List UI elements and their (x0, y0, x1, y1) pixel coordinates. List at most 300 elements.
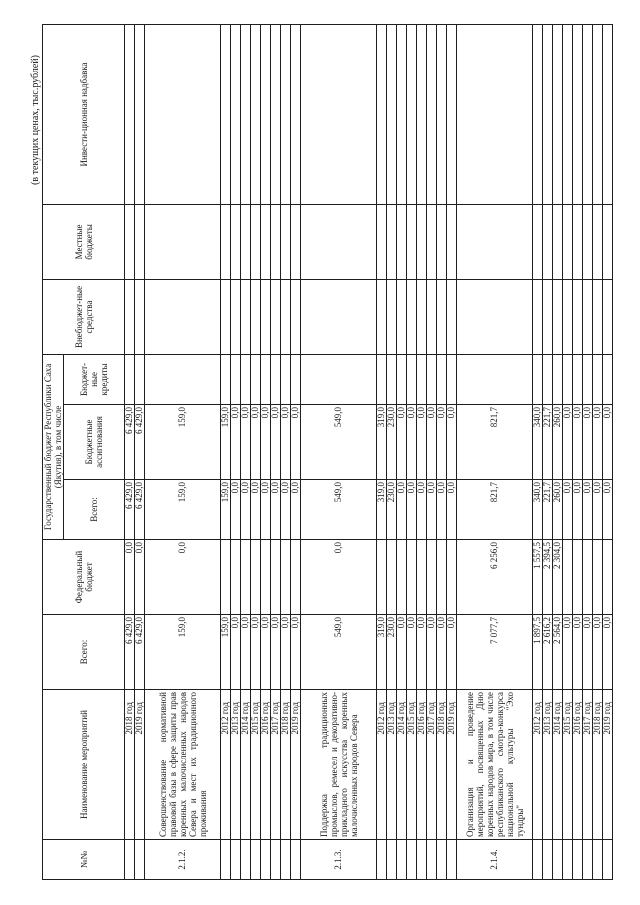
cell-offbudget (251, 279, 261, 354)
cell-invest (145, 24, 221, 204)
cell-offbudget (231, 279, 241, 354)
cell-local (553, 204, 563, 279)
cell-federal: 2 304,0 (553, 540, 563, 615)
cell-state-assign: 0,0 (291, 405, 301, 480)
table-row (407, 24, 417, 879)
cell-invest (437, 24, 447, 204)
cell-num (573, 840, 583, 880)
cell-state-credit (437, 354, 447, 404)
cell-offbudget (291, 279, 301, 354)
table-row (135, 24, 145, 879)
units-caption: (в текущих ценах, тыс.рублей) (30, 55, 41, 185)
cell-state-credit (125, 354, 135, 404)
cell-state-credit (221, 354, 231, 404)
cell-federal (251, 540, 261, 615)
table-row (261, 24, 271, 879)
header-state-budget: Государственный бюджет Республики Саха (Якутия), в том числе (43, 354, 64, 539)
cell-num (251, 840, 261, 880)
cell-num (593, 840, 603, 880)
cell-state-credit (553, 354, 563, 404)
cell-federal (261, 540, 271, 615)
cell-state-total: 0,0 (251, 480, 261, 540)
header-offbudget: Внебюджет-ные средства (43, 279, 125, 354)
cell-state-credit (377, 354, 387, 404)
cell-state-assign: 6 429,0 (135, 405, 145, 480)
cell-state-credit (387, 354, 397, 404)
cell-state-total: 340,0 (533, 480, 543, 540)
table-row (377, 24, 387, 879)
cell-total: 0,0 (251, 615, 261, 690)
table-row (271, 24, 281, 879)
cell-total: 0,0 (407, 615, 417, 690)
header-name: Наименование мероприятий (43, 690, 125, 840)
cell-name: 2015 год (251, 690, 261, 840)
cell-state-total: 6 429,0 (135, 480, 145, 540)
cell-federal (231, 540, 241, 615)
cell-invest (407, 24, 417, 204)
cell-state-assign: 159,0 (145, 405, 221, 480)
cell-num (387, 840, 397, 880)
cell-state-total: 0,0 (407, 480, 417, 540)
cell-name: 2018 год (593, 690, 603, 840)
cell-federal (447, 540, 457, 615)
cell-invest (427, 24, 437, 204)
cell-num (437, 840, 447, 880)
cell-name: 2018 год (281, 690, 291, 840)
cell-state-credit (407, 354, 417, 404)
cell-state-assign: 260,0 (553, 405, 563, 480)
cell-local (447, 204, 457, 279)
cell-state-credit (241, 354, 251, 404)
cell-offbudget (457, 279, 533, 354)
cell-num (553, 840, 563, 880)
cell-num (281, 840, 291, 880)
table-row (251, 24, 261, 879)
cell-name: 2014 год (241, 690, 251, 840)
table-row (427, 24, 437, 879)
cell-state-total: 0,0 (397, 480, 407, 540)
cell-state-assign: 549,0 (301, 405, 377, 480)
cell-local (573, 204, 583, 279)
cell-name: 2012 год (377, 690, 387, 840)
cell-state-assign: 340,0 (533, 405, 543, 480)
cell-name: 2017 год (583, 690, 593, 840)
cell-local (427, 204, 437, 279)
cell-federal: 0,0 (135, 540, 145, 615)
header-invest: Инвести-ционная надбавка (43, 24, 125, 204)
cell-state-total: 260,0 (553, 480, 563, 540)
activity-row (301, 24, 377, 879)
cell-total: 7 077,7 (457, 615, 533, 690)
header-local: Местные бюджеты (43, 204, 125, 279)
cell-name: 2017 год (271, 690, 281, 840)
cell-total: 0,0 (397, 615, 407, 690)
cell-total: 0,0 (563, 615, 573, 690)
cell-state-credit (301, 354, 377, 404)
cell-federal (377, 540, 387, 615)
cell-offbudget (573, 279, 583, 354)
cell-name: 2012 год (221, 690, 231, 840)
cell-total: 0,0 (427, 615, 437, 690)
table-row (447, 24, 457, 879)
cell-total: 6 429,0 (135, 615, 145, 690)
cell-total: 6 429,0 (125, 615, 135, 690)
cell-state-total: 0,0 (593, 480, 603, 540)
table-row (563, 24, 573, 879)
cell-federal (407, 540, 417, 615)
cell-local (457, 204, 533, 279)
cell-total: 549,0 (301, 615, 377, 690)
cell-state-assign: 0,0 (251, 405, 261, 480)
cell-state-assign: 0,0 (573, 405, 583, 480)
cell-state-total: 0,0 (231, 480, 241, 540)
cell-invest (221, 24, 231, 204)
cell-total: 0,0 (417, 615, 427, 690)
cell-num: 2.1.3. (301, 840, 377, 880)
rotated-page (28, 25, 628, 880)
cell-name: 2014 год (553, 690, 563, 840)
cell-num: 2.1.4. (457, 840, 533, 880)
cell-offbudget (281, 279, 291, 354)
cell-state-assign: 221,7 (543, 405, 553, 480)
cell-invest (231, 24, 241, 204)
cell-offbudget (553, 279, 563, 354)
cell-federal (291, 540, 301, 615)
cell-invest (563, 24, 573, 204)
cell-total: 159,0 (221, 615, 231, 690)
cell-state-credit (533, 354, 543, 404)
cell-local (387, 204, 397, 279)
cell-state-assign: 6 429,0 (125, 405, 135, 480)
cell-total: 0,0 (291, 615, 301, 690)
cell-num (231, 840, 241, 880)
cell-state-assign: 230,0 (387, 405, 397, 480)
cell-local (407, 204, 417, 279)
cell-state-total: 0,0 (271, 480, 281, 540)
cell-num (271, 840, 281, 880)
cell-state-assign: 0,0 (271, 405, 281, 480)
cell-state-credit (281, 354, 291, 404)
cell-federal (271, 540, 281, 615)
cell-state-credit (457, 354, 533, 404)
cell-local (251, 204, 261, 279)
cell-state-credit (397, 354, 407, 404)
cell-num (543, 840, 553, 880)
cell-state-credit (261, 354, 271, 404)
cell-name: 2016 год (417, 690, 427, 840)
cell-federal (397, 540, 407, 615)
table-row (291, 24, 301, 879)
cell-federal (241, 540, 251, 615)
cell-offbudget (603, 279, 613, 354)
cell-state-total: 0,0 (563, 480, 573, 540)
cell-invest (301, 24, 377, 204)
table-row (387, 24, 397, 879)
cell-state-total: 0,0 (241, 480, 251, 540)
cell-state-total: 549,0 (301, 480, 377, 540)
cell-federal: 2 394,5 (543, 540, 553, 615)
cell-local (221, 204, 231, 279)
cell-state-credit (543, 354, 553, 404)
table-row (603, 24, 613, 879)
table-row (281, 24, 291, 879)
cell-local (583, 204, 593, 279)
table-row (583, 24, 593, 879)
cell-state-assign: 0,0 (583, 405, 593, 480)
cell-total: 230,0 (387, 615, 397, 690)
cell-state-total: 0,0 (573, 480, 583, 540)
cell-invest (553, 24, 563, 204)
cell-federal (281, 540, 291, 615)
cell-name: 2016 год (261, 690, 271, 840)
header-federal: Федеральный бюджет (43, 540, 125, 615)
cell-invest (583, 24, 593, 204)
cell-offbudget (417, 279, 427, 354)
cell-federal (221, 540, 231, 615)
cell-offbudget (135, 279, 145, 354)
cell-state-total: 0,0 (427, 480, 437, 540)
cell-state-credit (231, 354, 241, 404)
cell-state-assign: 0,0 (281, 405, 291, 480)
cell-state-total: 230,0 (387, 480, 397, 540)
cell-offbudget (427, 279, 437, 354)
cell-state-assign: 0,0 (437, 405, 447, 480)
cell-offbudget (125, 279, 135, 354)
cell-name: 2012 год (533, 690, 543, 840)
cell-invest (457, 24, 533, 204)
cell-state-total: 0,0 (417, 480, 427, 540)
cell-num (291, 840, 301, 880)
cell-state-credit (427, 354, 437, 404)
cell-offbudget (397, 279, 407, 354)
cell-federal: 6 256,0 (457, 540, 533, 615)
cell-name: 2019 год (447, 690, 457, 840)
cell-local (543, 204, 553, 279)
cell-local (563, 204, 573, 279)
cell-state-total: 0,0 (437, 480, 447, 540)
cell-federal: 0,0 (301, 540, 377, 615)
cell-state-total: 159,0 (221, 480, 231, 540)
cell-num (241, 840, 251, 880)
table-row (533, 24, 543, 879)
cell-num (397, 840, 407, 880)
cell-state-credit (271, 354, 281, 404)
cell-state-credit (563, 354, 573, 404)
cell-num (427, 840, 437, 880)
cell-state-assign: 319,0 (377, 405, 387, 480)
cell-state-total: 221,7 (543, 480, 553, 540)
cell-local (241, 204, 251, 279)
cell-state-assign: 159,0 (221, 405, 231, 480)
cell-state-assign: 0,0 (231, 405, 241, 480)
cell-num (533, 840, 543, 880)
table-row (125, 24, 135, 879)
cell-num (221, 840, 231, 880)
cell-offbudget (261, 279, 271, 354)
cell-state-assign: 0,0 (563, 405, 573, 480)
cell-name: 2013 год (231, 690, 241, 840)
cell-name: 2015 год (407, 690, 417, 840)
cell-local (281, 204, 291, 279)
cell-offbudget (543, 279, 553, 354)
cell-total: 0,0 (281, 615, 291, 690)
cell-name: 2014 год (397, 690, 407, 840)
cell-state-credit (135, 354, 145, 404)
cell-offbudget (387, 279, 397, 354)
cell-state-assign: 0,0 (417, 405, 427, 480)
table-row (231, 24, 241, 879)
table-row (241, 24, 251, 879)
cell-state-total: 6 429,0 (125, 480, 135, 540)
cell-total: 159,0 (145, 615, 221, 690)
cell-state-total: 319,0 (377, 480, 387, 540)
cell-state-assign: 821,7 (457, 405, 533, 480)
header-num: №№ (43, 840, 125, 880)
cell-federal (563, 540, 573, 615)
cell-offbudget (301, 279, 377, 354)
cell-invest (447, 24, 457, 204)
cell-total: 0,0 (573, 615, 583, 690)
cell-local (231, 204, 241, 279)
cell-name: Совершенствование нормативной правовой базы в сфере защиты прав коренных малочисленных народов Севера и мест их традиционного проживания (145, 690, 221, 840)
cell-invest (533, 24, 543, 204)
table-row (397, 24, 407, 879)
cell-total: 0,0 (241, 615, 251, 690)
cell-local (271, 204, 281, 279)
cell-name: 2018 год (437, 690, 447, 840)
cell-state-credit (593, 354, 603, 404)
cell-federal: 0,0 (125, 540, 135, 615)
header-state-assign: Бюджетные ассигнования (64, 405, 125, 480)
cell-name: Организация и проведение мероприятий, посвященных Дню коренных народов мира, в том числе республиканского смотра-конкурса национальной культуры "Эхо тундры" (457, 690, 533, 840)
cell-total: 0,0 (593, 615, 603, 690)
cell-state-credit (447, 354, 457, 404)
cell-name: 2015 год (563, 690, 573, 840)
cell-state-credit (145, 354, 221, 404)
cell-name: 2016 год (573, 690, 583, 840)
cell-local (533, 204, 543, 279)
table-row (543, 24, 553, 879)
cell-state-assign: 0,0 (447, 405, 457, 480)
cell-name: 2019 год (135, 690, 145, 840)
header-state-credit: Бюджет-ные кредиты (64, 354, 125, 404)
table-row (437, 24, 447, 879)
cell-state-total: 159,0 (145, 480, 221, 540)
cell-name: 2019 год (291, 690, 301, 840)
cell-invest (593, 24, 603, 204)
cell-num (407, 840, 417, 880)
cell-state-assign: 0,0 (407, 405, 417, 480)
cell-local (397, 204, 407, 279)
cell-name: 2018 год (125, 690, 135, 840)
cell-federal (593, 540, 603, 615)
cell-offbudget (407, 279, 417, 354)
cell-state-assign: 0,0 (397, 405, 407, 480)
cell-federal (603, 540, 613, 615)
cell-offbudget (437, 279, 447, 354)
cell-offbudget (241, 279, 251, 354)
cell-num (135, 840, 145, 880)
cell-total: 0,0 (583, 615, 593, 690)
cell-total: 2 564,0 (553, 615, 563, 690)
cell-state-total: 0,0 (281, 480, 291, 540)
cell-total: 0,0 (231, 615, 241, 690)
cell-federal: 1 557,5 (533, 540, 543, 615)
cell-federal (387, 540, 397, 615)
cell-num (447, 840, 457, 880)
cell-state-total: 0,0 (603, 480, 613, 540)
cell-name: 2013 год (387, 690, 397, 840)
cell-name: 2019 год (603, 690, 613, 840)
cell-state-credit (603, 354, 613, 404)
cell-num (261, 840, 271, 880)
activity-row (145, 24, 221, 879)
cell-num (417, 840, 427, 880)
cell-num (377, 840, 387, 880)
cell-local (301, 204, 377, 279)
cell-local (417, 204, 427, 279)
cell-invest (271, 24, 281, 204)
table-row (593, 24, 603, 879)
cell-num (603, 840, 613, 880)
cell-invest (135, 24, 145, 204)
cell-invest (125, 24, 135, 204)
cell-offbudget (593, 279, 603, 354)
cell-total: 0,0 (271, 615, 281, 690)
cell-offbudget (377, 279, 387, 354)
cell-state-assign: 0,0 (603, 405, 613, 480)
cell-state-credit (417, 354, 427, 404)
cell-invest (573, 24, 583, 204)
cell-invest (377, 24, 387, 204)
cell-federal (427, 540, 437, 615)
cell-invest (397, 24, 407, 204)
cell-offbudget (583, 279, 593, 354)
cell-state-assign: 0,0 (427, 405, 437, 480)
cell-state-assign: 0,0 (241, 405, 251, 480)
cell-state-total: 821,7 (457, 480, 533, 540)
table-row (417, 24, 427, 879)
header-row-1 (43, 24, 64, 879)
cell-state-total: 0,0 (447, 480, 457, 540)
cell-local (291, 204, 301, 279)
cell-state-assign: 0,0 (261, 405, 271, 480)
cell-invest (281, 24, 291, 204)
cell-invest (387, 24, 397, 204)
cell-offbudget (221, 279, 231, 354)
cell-offbudget (563, 279, 573, 354)
header-total: Всего: (43, 615, 125, 690)
cell-offbudget (533, 279, 543, 354)
cell-name: Поддержка традиционных промыслов, ремесел и декоративно-прикладного искусства коренных малочисленных народов Севера (301, 690, 377, 840)
cell-state-credit (251, 354, 261, 404)
cell-num (563, 840, 573, 880)
cell-total: 0,0 (447, 615, 457, 690)
cell-offbudget (271, 279, 281, 354)
cell-local (135, 204, 145, 279)
cell-federal: 0,0 (145, 540, 221, 615)
cell-invest (603, 24, 613, 204)
table-row (553, 24, 563, 879)
cell-invest (241, 24, 251, 204)
cell-total: 0,0 (261, 615, 271, 690)
cell-offbudget (145, 279, 221, 354)
table-row (573, 24, 583, 879)
cell-num (125, 840, 135, 880)
cell-local (437, 204, 447, 279)
activity-row (457, 24, 533, 879)
budget-table (42, 24, 613, 880)
